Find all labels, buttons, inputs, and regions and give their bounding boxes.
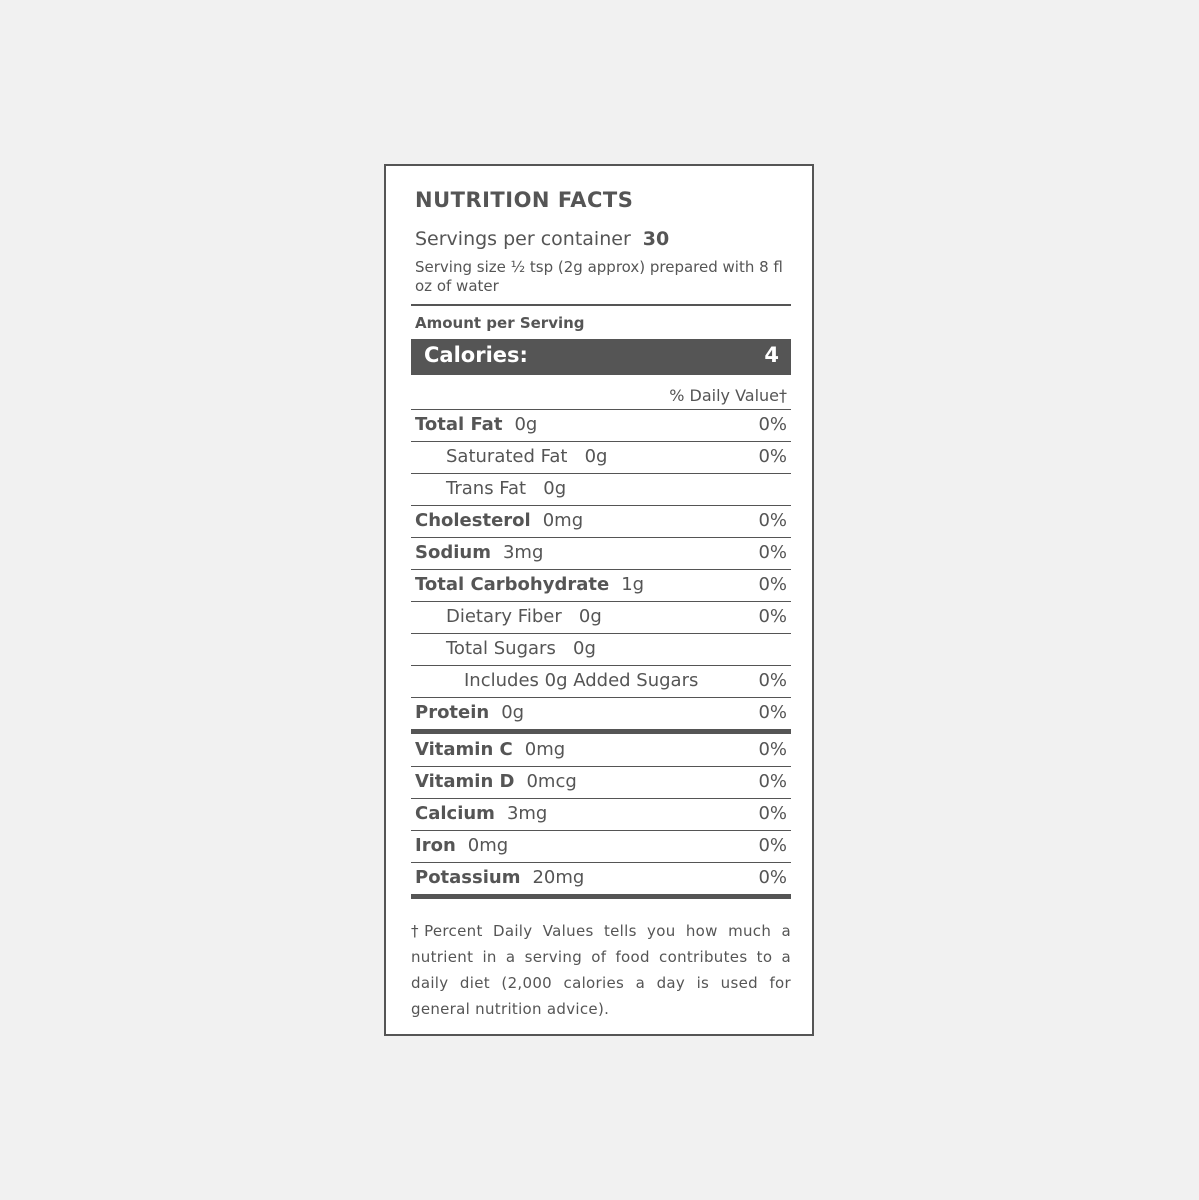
label-title: NUTRITION FACTS xyxy=(415,188,634,212)
vitamin-row-vitamin-c xyxy=(411,734,791,766)
daily-value-header: % Daily Value† xyxy=(669,386,787,405)
vitamin-amount: 0mcg xyxy=(526,771,577,792)
nutrient-row-protein xyxy=(411,697,791,729)
nutrient-row-total-sugars xyxy=(411,633,791,665)
serving-size: Serving size ½ tsp (2g approx) prepared with 8 fl oz of water xyxy=(415,258,783,295)
nutrient-name: Cholesterol xyxy=(415,510,531,531)
vitamin-amount: 0mg xyxy=(524,739,566,760)
nutrient-name: Dietary Fiber xyxy=(446,606,562,627)
vitamin-dv: 0% xyxy=(758,771,787,792)
servings-label: Servings per container xyxy=(415,228,631,250)
nutrient-amount: 1g xyxy=(621,574,645,595)
nutrient-name: Sodium xyxy=(415,542,491,563)
calories-label: Calories: xyxy=(424,343,528,367)
nutrient-row-total-carbohydrate xyxy=(411,569,791,601)
vitamin-row-iron xyxy=(411,830,791,862)
vitamin-amount: 0mg xyxy=(467,835,509,856)
nutrient-name: Total Fat xyxy=(415,414,503,435)
nutrient-amount: 0g xyxy=(501,702,525,723)
amount-per-serving: Amount per Serving xyxy=(415,314,585,332)
nutrient-dv: 0% xyxy=(758,510,787,531)
nutrient-amount: 0mg xyxy=(542,510,584,531)
nutrient-amount: 3mg xyxy=(502,542,544,563)
vitamin-name: Iron xyxy=(415,835,456,856)
daily-value-footnote: †Percent Daily Values tells you how much a nutrient in a serving of food contributes to a daily diet (2,000 calories a day is used for general nutrition advice). xyxy=(411,922,791,1018)
nutrient-dv: 0% xyxy=(758,574,787,595)
nutrient-amount: 0g xyxy=(584,446,608,467)
nutrient-row-sodium xyxy=(411,537,791,569)
nutrient-dv: 0% xyxy=(758,702,787,723)
nutrient-name: Trans Fat xyxy=(446,478,527,499)
nutrient-amount: 0g xyxy=(543,478,567,499)
calories-bar xyxy=(411,339,791,375)
nutrient-dv: 0% xyxy=(758,542,787,563)
vitamin-row-calcium xyxy=(411,798,791,830)
nutrient-amount: 0g xyxy=(573,638,596,659)
vitamin-name: Vitamin C xyxy=(415,739,513,760)
nutrition-facts-label xyxy=(384,164,814,1036)
nutrient-table xyxy=(411,409,791,899)
nutrient-amount: 0g xyxy=(514,414,538,435)
servings-per-container xyxy=(415,228,669,250)
nutrient-name: Saturated Fat xyxy=(446,446,568,467)
vitamin-row-potassium xyxy=(411,862,791,894)
nutrient-row-saturated-fat xyxy=(411,441,791,473)
nutrient-name: Protein xyxy=(415,702,490,723)
nutrient-name: Total Sugars xyxy=(446,638,556,659)
nutrient-row-cholesterol xyxy=(411,505,791,537)
vitamin-amount: 20mg xyxy=(532,867,585,888)
calories-value: 4 xyxy=(764,343,779,367)
nutrient-row-trans-fat xyxy=(411,473,791,505)
nutrient-name: Includes 0g Added Sugars xyxy=(464,670,699,691)
nutrient-row-added-sugars xyxy=(411,665,791,697)
nutrient-row-dietary-fiber xyxy=(411,601,791,633)
divider xyxy=(411,304,791,306)
vitamin-name: Potassium xyxy=(415,867,521,888)
vitamin-name: Calcium xyxy=(415,803,495,824)
vitamin-dv: 0% xyxy=(758,867,787,888)
vitamin-dv: 0% xyxy=(758,835,787,856)
nutrient-dv: 0% xyxy=(758,606,787,627)
nutrient-amount: 0g xyxy=(578,606,602,627)
nutrient-name: Total Carbohydrate xyxy=(415,574,610,595)
vitamin-name: Vitamin D xyxy=(415,771,515,792)
nutrient-dv: 0% xyxy=(758,670,787,691)
vitamin-row-vitamin-d xyxy=(411,766,791,798)
nutrient-row-total-fat xyxy=(411,409,791,441)
vitamin-amount: 3mg xyxy=(506,803,548,824)
servings-value: 30 xyxy=(642,228,670,250)
thick-divider xyxy=(411,894,791,899)
nutrient-dv: 0% xyxy=(758,414,787,435)
vitamin-dv: 0% xyxy=(758,803,787,824)
vitamin-dv: 0% xyxy=(758,739,787,760)
nutrient-dv: 0% xyxy=(758,446,787,467)
